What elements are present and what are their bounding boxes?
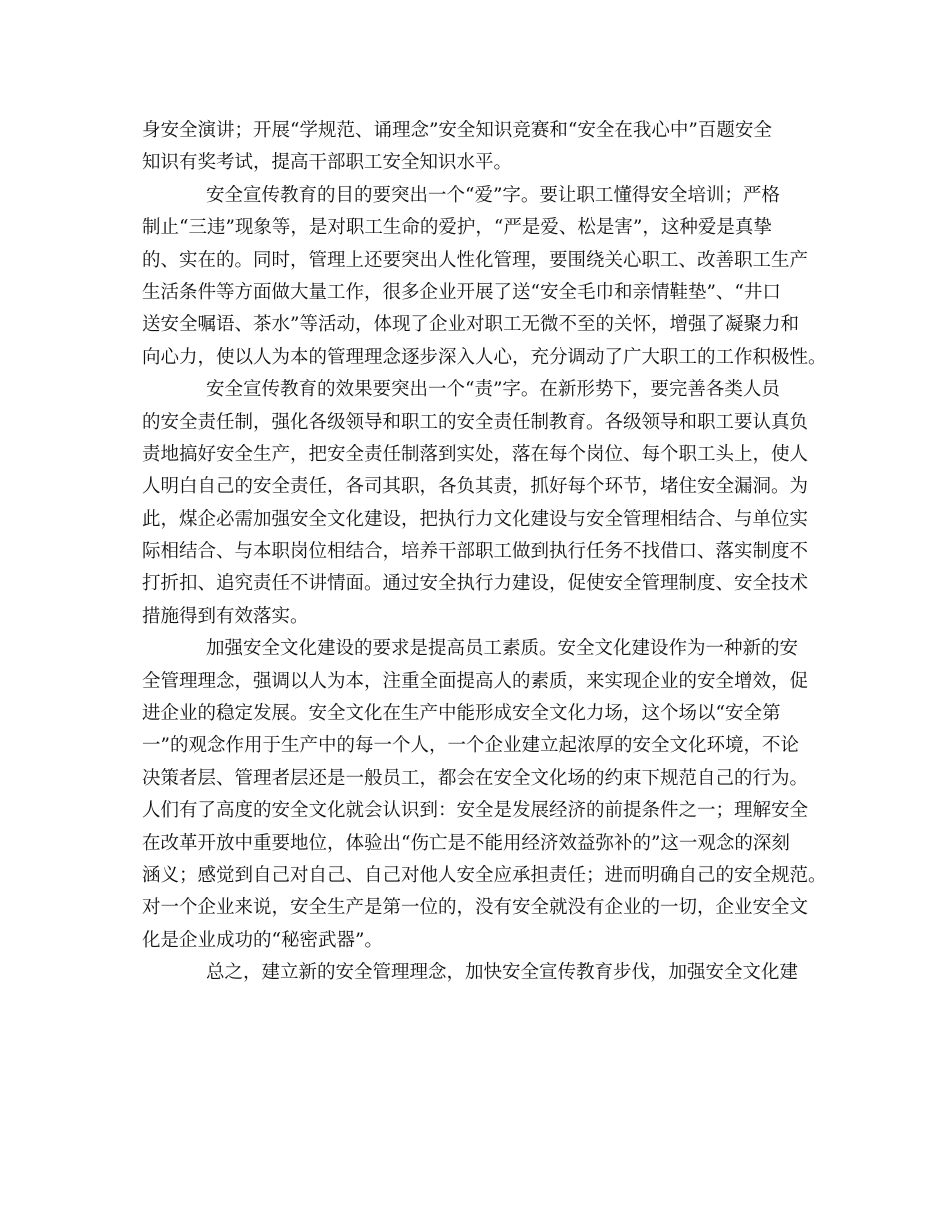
paragraph-first-line: 安全宣传教育的效果要突出一个“责”字。在新形势下，要完善各类人员: [206, 379, 780, 401]
text-line: 际相结合、与本职岗位相结合，培养干部职工做到执行任务不找借口、落实制度不: [142, 541, 809, 563]
text-line: 进企业的稳定发展。安全文化在生产中能形成安全文化力场，这个场以“安全第: [142, 703, 781, 725]
paragraph-first-line: 总之，建立新的安全管理理念，加快安全宣传教育步伐，加强安全文化建: [206, 962, 799, 984]
text-line: 化是企业成功的“秘密武器”。: [142, 929, 383, 951]
text-line: 的安全责任制，强化各级领导和职工的安全责任制教育。各级领导和职工要认真负: [142, 411, 809, 433]
text-line: 涵义；感觉到自己对自己、自己对他人安全应承担责任；进而明确自己的安全规范。: [142, 864, 827, 886]
text-line: 人明白自己的安全责任，各司其职，各负其责，抓好每个环节，堵住安全漏洞。为: [142, 476, 809, 498]
text-line: 决策者层、管理者层还是一般员工，都会在安全文化场的约束下规范自己的行为。: [142, 767, 809, 789]
text-line: 制止“三违”现象等，是对职工生命的爱护，“严是爱、松是害”，这种爱是真挚: [142, 217, 772, 239]
text-line: 的、实在的。同时，管理上还要突出人性化管理，要围绕关心职工、改善职工生产: [142, 249, 809, 271]
text-line: 送安全嘱语、茶水”等活动，体现了企业对职工无微不至的关怀，增强了凝聚力和: [142, 314, 799, 336]
paragraph-first-line: 加强安全文化建设的要求是提高员工素质。安全文化建设作为一种新的安: [206, 638, 799, 660]
text-line: 全管理理念，强调以人为本，注重全面提高人的素质，来实现企业的安全增效，促: [142, 670, 809, 692]
text-line: 此，煤企必需加强安全文化建设，把执行力文化建设与安全管理相结合、与单位实: [142, 508, 809, 530]
text-line: 一”的观念作用于生产中的每一个人，一个企业建立起浓厚的安全文化环境，不论: [142, 735, 799, 757]
text-line: 措施得到有效落实。: [142, 605, 309, 627]
text-line: 人们有了高度的安全文化就会认识到：安全是发展经济的前提条件之一；理解安全: [142, 800, 809, 822]
text-line: 生活条件等方面做大量工作，很多企业开展了送“安全毛巾和亲情鞋垫”、“井口: [142, 281, 781, 303]
text-line: 在改革开放中重要地位，体验出“伤亡是不能用经济效益弥补的”这一观念的深刻: [142, 832, 790, 854]
text-line: 知识有奖考试，提高干部职工安全知识水平。: [142, 152, 513, 174]
paragraph-first-line: 安全宣传教育的目的要突出一个“爱”字。要让职工懂得安全培训；严格: [206, 184, 780, 206]
text-line: 向心力，使以人为本的管理理念逐步深入人心，充分调动了广大职工的工作积极性。: [142, 346, 827, 368]
text-line: 打折扣、追究责任不讲情面。通过安全执行力建设，促使安全管理制度、安全技术: [142, 573, 809, 595]
text-line: 责地搞好安全生产，把安全责任制落到实处，落在每个岗位、每个职工头上，使人: [142, 443, 809, 465]
text-line: 身安全演讲；开展“学规范、诵理念”安全知识竞赛和“安全在我心中”百题安全: [142, 120, 772, 141]
body-text: [142, 115, 832, 990]
text-line: 对一个企业来说，安全生产是第一位的，没有安全就没有企业的一切，企业安全文: [142, 897, 809, 919]
